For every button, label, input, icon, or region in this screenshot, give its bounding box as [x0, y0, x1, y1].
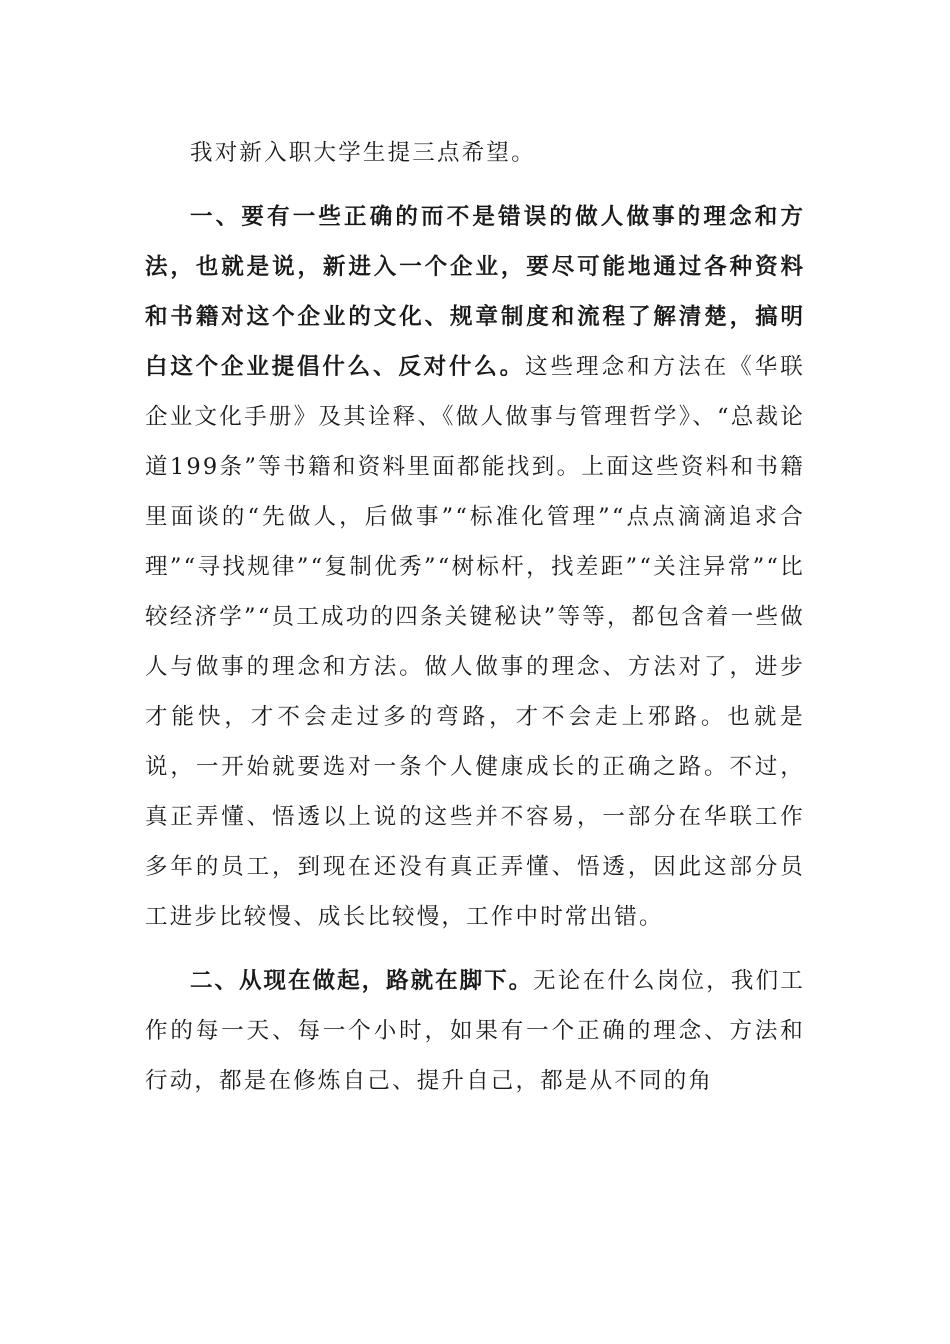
point-one-body: 这些理念和方法在《华联企业文化手册》及其诠释、《做人做事与管理哲学》、“总裁论道199条”等书籍和资料里面都能找到。上面这些资料和书籍里面谈的“先做人，后做事”“标准化管理”“点点滴滴追求合理”“寻找规律”“复制优秀”“树标杆，找差距”“关注异常”“比较经济学”“员工成功的四条关键秘诀”等等，都包含着一些做人与做事的理念和方法。做人做事的理念、方法对了，进步才能快，才不会走过多的弯路，才不会走上邪路。也就是说，一开始就要选对一条个人健康成长的正确之路。不过，真正弄懂、悟透以上说的这些并不容易，一部分在华联工作多年的员工，到现在还没有真正弄懂、悟透，因此这部分员工进步比较慢、成长比较慢，工作中时常出错。 [145, 354, 805, 930]
document-body [145, 128, 805, 1106]
paragraph-point-one [145, 192, 805, 942]
paragraph-point-two [145, 956, 805, 1106]
intro-text: 我对新入职大学生提三点希望。 [190, 140, 536, 166]
paragraph-intro [145, 128, 805, 178]
point-two-heading: 二、从现在做起，路就在脚下。 [190, 968, 534, 994]
point-two-body: 无论在什么岗位，我们工作的每一天、每一个小时，如果有一个正确的理念、方法和行动，都是在修炼自己、提升自己，都是从不同的角 [145, 968, 805, 1094]
point-one-heading: 一、要有一些正确的而不是错误的做人做事的理念和方法，也就是说，新进入一个企业，要尽可能地通过各种资料和书籍对这个企业的文化、规章制度和流程了解清楚，搞明白这个企业提倡什么、反对什么。 [145, 204, 805, 380]
